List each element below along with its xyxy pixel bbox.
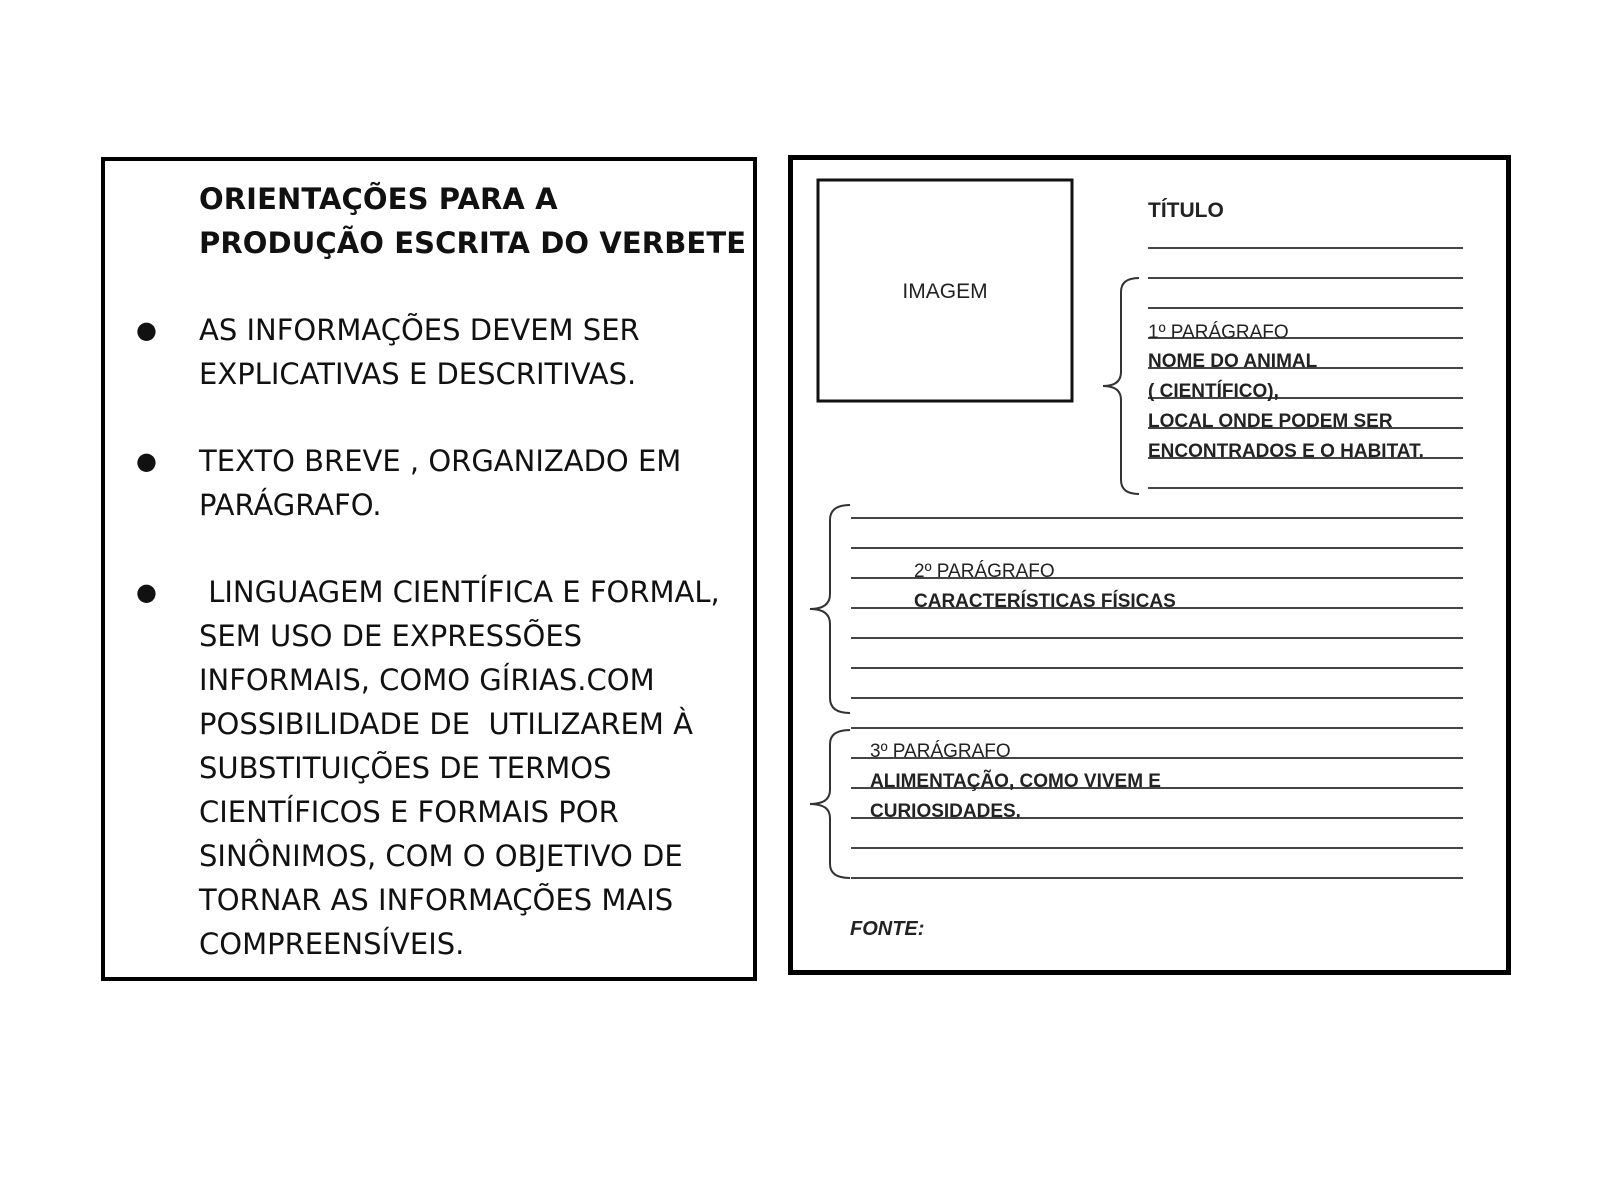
guideline-text: LINGUAGEM CIENTÍFICA E FORMAL, SEM USO DE EXPRESSÕES INFORMAIS, COMO GÍRIAS.COM POSSIBILIDADE DE UTILIZAREM À SUBSTITUIÇÕES DE TERMOS CIENTÍFICOS E FORMAIS POR SINÔNIMOS, COM O OBJETIVO DE TORNAR AS INFORMAÇÕES MAIS COMPREENSÍVEIS.: [199, 575, 729, 961]
paragraph-2-heading: 2º PARÁGRAFO: [914, 561, 1055, 582]
bullet-icon: ●: [136, 578, 157, 606]
guidelines-title: ORIENTAÇÕES PARA A PRODUÇÃO ESCRITA DO VERBETE: [199, 182, 747, 260]
paragraph-2-line: CARACTERÍSTICAS FÍSICAS: [914, 591, 1176, 612]
paragraph-1-line: NOME DO ANIMAL: [1148, 351, 1318, 372]
brace-paragraph-2: [810, 505, 850, 713]
paragraph-1-line: ENCONTRADOS E O HABITAT.: [1148, 441, 1424, 462]
entry-template-drawing: [793, 160, 1506, 970]
bullet-icon: ●: [136, 316, 157, 344]
paragraph-3-line: CURIOSIDADES.: [870, 801, 1021, 822]
paragraph-3-heading: 3º PARÁGRAFO: [870, 741, 1011, 762]
source-label: FONTE:: [850, 918, 925, 940]
image-label: IMAGEM: [902, 280, 988, 303]
paragraph-1-line: LOCAL ONDE PODEM SER: [1148, 411, 1393, 432]
brace-paragraph-1: [1103, 278, 1139, 494]
bullet-icon: ●: [136, 447, 157, 475]
paragraph-1-heading: 1º PARÁGRAFO: [1148, 322, 1289, 343]
paragraph-1-line: ( CIENTÍFICO),: [1148, 381, 1279, 402]
paragraph-3-line: ALIMENTAÇÃO, COMO VIVEM E: [870, 771, 1161, 792]
entry-template-panel: [788, 155, 1511, 975]
guidelines-panel: [101, 157, 757, 981]
title-label: TÍTULO: [1148, 199, 1224, 222]
guideline-text: AS INFORMAÇÕES DEVEM SER EXPLICATIVAS E DESCRITIVAS.: [199, 313, 649, 391]
brace-paragraph-3: [810, 730, 850, 878]
guideline-text: TEXTO BREVE , ORGANIZADO EM PARÁGRAFO.: [199, 444, 691, 522]
